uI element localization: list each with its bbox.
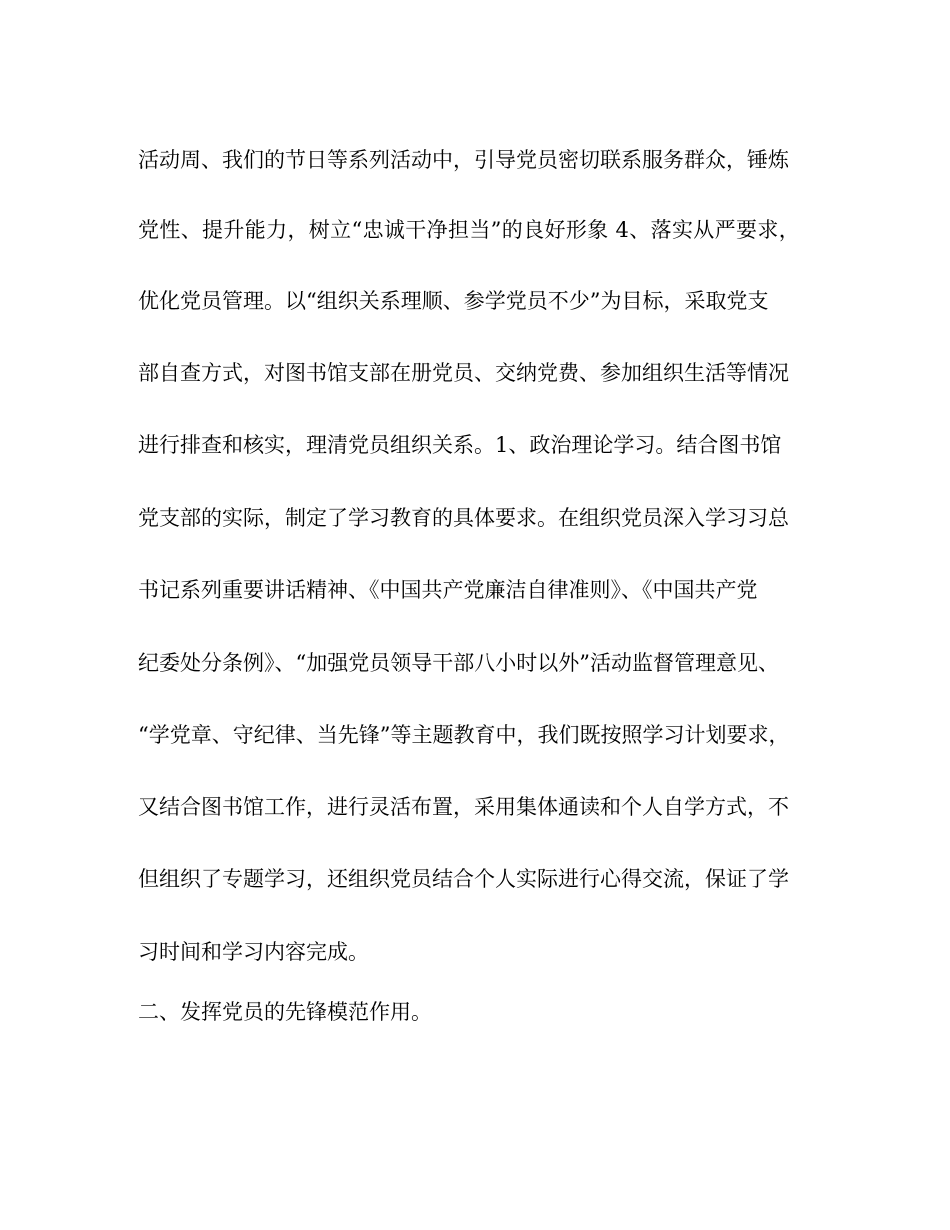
body-text-line: 党支部的实际，制定了学习教育的具体要求。在组织党员深入学习习总 <box>138 506 789 530</box>
body-text-line: 优化党员管理。以“组织关系理顺、参学党员不少”为目标，采取党支 <box>138 289 769 313</box>
body-text-line: 书记系列重要讲话精神、《中国共产党廉洁自律准则》、《中国共产党 <box>138 578 758 602</box>
body-text-line: 又结合图书馆工作，进行灵活布置，采用集体通读和个人自学方式，不 <box>138 795 789 819</box>
body-text-line: 进行排查和核实，理清党员组织关系。1、政治理论学习。结合图书馆 <box>138 433 782 457</box>
body-text-line: “学党章、守纪律、当先锋”等主题教育中，我们既按照学习计划要求， <box>138 723 790 747</box>
body-text-line: 部自查方式，对图书馆支部在册党员、交纳党费、参加组织生活等情况 <box>138 361 789 385</box>
body-text-line: 纪委处分条例》、“加强党员领导干部八小时以外”活动监督管理意见、 <box>138 651 779 675</box>
body-text-line: 活动周、我们的节日等系列活动中，引导党员密切联系服务群众，锤炼 <box>138 148 789 172</box>
body-text-line: 但组织了专题学习，还组织党员结合个人实际进行心得交流，保证了学 <box>138 867 789 891</box>
body-text-line: 习时间和学习内容完成。 <box>138 940 369 964</box>
section-heading: 二、发挥党员的先锋模范作用。 <box>138 1000 432 1024</box>
body-text-line: 党性、提升能力，树立“忠诚干净担当”的良好形象 4、落实从严要求， <box>138 218 801 242</box>
